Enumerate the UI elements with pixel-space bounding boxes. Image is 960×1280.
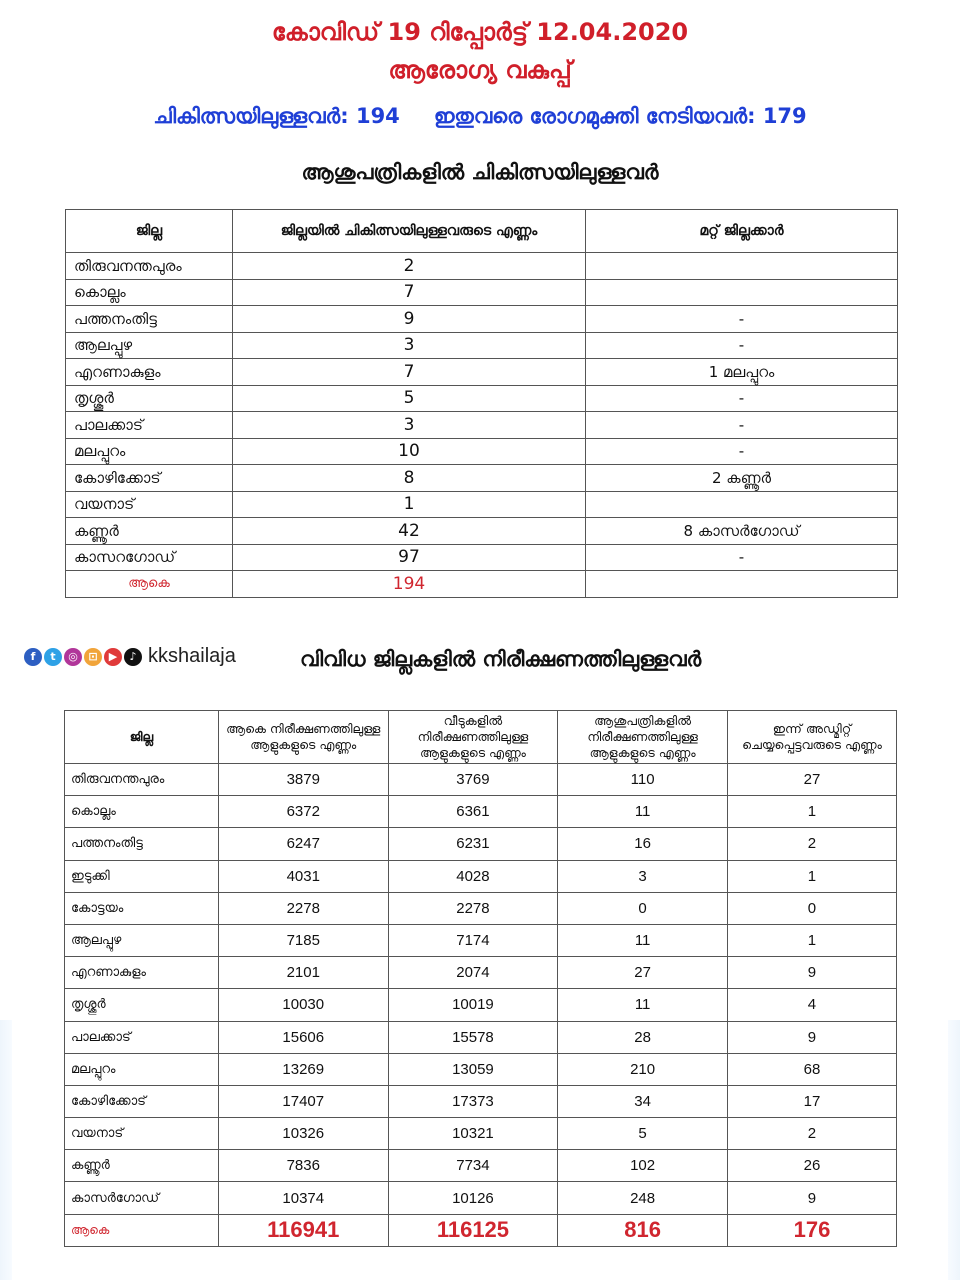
total-home: 116125 [388,1214,558,1246]
district-cell: പാലക്കാട് [65,1021,219,1053]
count-cell: 3 [233,332,586,359]
hospital-treatment-table [65,209,898,598]
district-cell: പത്തനംതിട്ട [65,828,219,860]
instagram-icon: ◎ [64,648,82,666]
district-cell: ആലപ്പുഴ [65,924,219,956]
column-header: മറ്റ് ജില്ലക്കാർ [586,210,898,253]
home-cell: 4028 [388,860,558,892]
count-cell: 5 [233,385,586,412]
table-row [66,279,898,306]
district-cell: കൊല്ലം [65,796,219,828]
district-cell: പാലക്കാട് [66,412,233,439]
admitted-today-cell: 0 [727,892,896,924]
hospital-cell: 248 [558,1182,728,1214]
twitter-icon: t [44,648,62,666]
hospital-cell: 11 [558,989,728,1021]
total-row [65,1214,897,1246]
table-row [66,491,898,518]
district-cell: കോട്ടയം [65,892,219,924]
district-cell: കോഴിക്കോട് [66,465,233,492]
count-cell: 9 [233,306,586,333]
observation-table-heading: വിവിധ ജില്ലകളിൽ നിരീക്ഷണത്തിലുള്ളവർ [300,647,702,671]
column-header: ആകെ നിരീക്ഷണത്തിലുള്ള ആളുകളുടെ എണ്ണം [218,711,388,764]
column-header: ജില്ല [66,210,233,253]
total-row [66,571,898,598]
table-row [65,1150,897,1182]
total-hospital: 816 [558,1214,728,1246]
home-cell: 2074 [388,957,558,989]
table-row [66,465,898,492]
total-cell: 7185 [218,924,388,956]
district-cell: തൃശ്ശൂർ [65,989,219,1021]
table-header-row [66,210,898,253]
total-others [586,571,898,598]
admitted-today-cell: 9 [727,1182,896,1214]
total-cell: 10326 [218,1118,388,1150]
home-cell: 15578 [388,1021,558,1053]
district-cell: തൃശ്ശൂർ [66,385,233,412]
table-row [65,892,897,924]
district-cell: മലപ്പുറം [65,1053,219,1085]
district-cell: ഇടുക്കി [65,860,219,892]
table-row [66,306,898,333]
home-cell: 10321 [388,1118,558,1150]
table-row [66,332,898,359]
admitted-today-cell: 26 [727,1150,896,1182]
district-cell: കണ്ണൂർ [66,518,233,545]
district-cell: എറണാകുളം [66,359,233,386]
table-row [65,957,897,989]
count-cell: 8 [233,465,586,492]
column-header: ആശുപത്രികളിൽ നിരീക്ഷണത്തിലുള്ള ആളുകളുടെ എണ്ണം [558,711,728,764]
count-cell: 1 [233,491,586,518]
other-districts-cell: 1 മലപ്പുറം [586,359,898,386]
table-row [66,544,898,571]
social-handle: kkshailaja [148,645,236,667]
admitted-today-cell: 1 [727,860,896,892]
district-cell: തിരുവനന്തപുരം [65,764,219,796]
table-row [66,385,898,412]
admitted-today-cell: 9 [727,1021,896,1053]
observation-table [64,710,897,1247]
table-row [65,1053,897,1085]
hospital-cell: 102 [558,1150,728,1182]
column-header: ജില്ല [65,711,219,764]
admitted-today-cell: 68 [727,1053,896,1085]
hospital-cell: 16 [558,828,728,860]
home-cell: 3769 [388,764,558,796]
district-cell: വയനാട് [66,491,233,518]
table-row [66,438,898,465]
admitted-today-cell: 2 [727,828,896,860]
other-districts-cell: - [586,306,898,333]
hospital-cell: 28 [558,1021,728,1053]
other-districts-cell: 8 കാസർഗോഡ് [586,518,898,545]
hospital-table-heading: ആശുപത്രികളിൽ ചികിത്സയിലുള്ളവർ [301,160,659,184]
table-row [66,518,898,545]
other-districts-cell: - [586,332,898,359]
total-admitted-today: 176 [727,1214,896,1246]
tiktok-icon: ♪ [124,648,142,666]
report-title: കോവിഡ് 19 റിപ്പോർട്ട് 12.04.2020 [271,18,689,46]
hospital-cell: 110 [558,764,728,796]
total-cell: 2101 [218,957,388,989]
total-cell: 10030 [218,989,388,1021]
table-row [66,359,898,386]
district-cell: കൊല്ലം [66,279,233,306]
home-cell: 13059 [388,1053,558,1085]
district-cell: തിരുവനന്തപുരം [66,253,233,280]
admitted-today-cell: 17 [727,1085,896,1117]
hospital-cell: 34 [558,1085,728,1117]
total-label: ആകെ [65,1214,219,1246]
home-cell: 7174 [388,924,558,956]
total-cell: 7836 [218,1150,388,1182]
count-cell: 2 [233,253,586,280]
table-row [65,828,897,860]
hospital-cell: 11 [558,796,728,828]
count-cell: 7 [233,359,586,386]
table-row [65,989,897,1021]
home-cell: 17373 [388,1085,558,1117]
table-row [66,253,898,280]
total-cell: 4031 [218,860,388,892]
total-cell: 6372 [218,796,388,828]
district-cell: എറണാകുളം [65,957,219,989]
recovered-count: ഇതുവരെ രോഗമുക്തി നേടിയവർ: 179 [433,104,807,128]
other-districts-cell [586,253,898,280]
table-row [65,1182,897,1214]
table-row [65,1085,897,1117]
total-cell: 2278 [218,892,388,924]
district-cell: പത്തനംതിട്ട [66,306,233,333]
table-row [65,796,897,828]
other-districts-cell [586,491,898,518]
count-cell: 42 [233,518,586,545]
home-cell: 6231 [388,828,558,860]
district-cell: കാസർഗോഡ് [65,1182,219,1214]
youtube-icon: ▶ [104,648,122,666]
other-districts-cell [586,279,898,306]
under-treatment-count: ചികിത്സയിലുള്ളവർ: 194 [153,104,400,128]
total-cell: 13269 [218,1053,388,1085]
table-header-row [65,711,897,764]
district-cell: കോഴിക്കോട് [65,1085,219,1117]
district-cell: കണ്ണൂർ [65,1150,219,1182]
table-row [66,412,898,439]
home-cell: 2278 [388,892,558,924]
other-districts-cell: - [586,385,898,412]
total-cell: 17407 [218,1085,388,1117]
table-row [65,764,897,796]
other-districts-cell: - [586,412,898,439]
total-cell: 15606 [218,1021,388,1053]
home-cell: 10126 [388,1182,558,1214]
department-name: ആരോഗ്യ വകുപ്പ് [388,56,572,84]
count-cell: 10 [233,438,586,465]
admitted-today-cell: 2 [727,1118,896,1150]
count-cell: 3 [233,412,586,439]
hospital-cell: 5 [558,1118,728,1150]
other-districts-cell: 2 കണ്ണൂർ [586,465,898,492]
district-cell: വയനാട് [65,1118,219,1150]
column-header: വീടുകളിൽ നിരീക്ഷണത്തിലുള്ള ആളുകളുടെ എണ്ണം [388,711,558,764]
facebook-icon: f [24,648,42,666]
total-cell: 10374 [218,1182,388,1214]
total-cell: 3879 [218,764,388,796]
total-total: 116941 [218,1214,388,1246]
district-cell: കാസറഗോഡ് [66,544,233,571]
count-cell: 7 [233,279,586,306]
admitted-today-cell: 9 [727,957,896,989]
hospital-cell: 0 [558,892,728,924]
home-cell: 10019 [388,989,558,1021]
district-cell: മലപ്പുറം [66,438,233,465]
total-count: 194 [233,571,586,598]
right-edge-band [948,1020,960,1280]
social-media-bar [24,645,236,668]
hospital-cell: 210 [558,1053,728,1085]
other-districts-cell: - [586,438,898,465]
column-header: ജില്ലയിൽ ചികിത്സയിലുള്ളവരുടെ എണ്ണം [233,210,586,253]
table-row [65,924,897,956]
column-header: ഇന്ന് അഡ്മിറ്റ് ചെയ്യപ്പെട്ടവരുടെ എണ്ണം [727,711,896,764]
hospital-cell: 27 [558,957,728,989]
hospital-cell: 3 [558,860,728,892]
hospital-cell: 11 [558,924,728,956]
home-cell: 7734 [388,1150,558,1182]
admitted-today-cell: 1 [727,924,896,956]
left-edge-band [0,1020,12,1280]
table-row [65,1118,897,1150]
admitted-today-cell: 4 [727,989,896,1021]
count-cell: 97 [233,544,586,571]
table-row [65,860,897,892]
other-districts-cell: - [586,544,898,571]
telegram-icon: ⊡ [84,648,102,666]
admitted-today-cell: 27 [727,764,896,796]
total-label: ആകെ [66,571,233,598]
table-row [65,1021,897,1053]
district-cell: ആലപ്പുഴ [66,332,233,359]
admitted-today-cell: 1 [727,796,896,828]
summary-line [0,104,960,129]
home-cell: 6361 [388,796,558,828]
total-cell: 6247 [218,828,388,860]
